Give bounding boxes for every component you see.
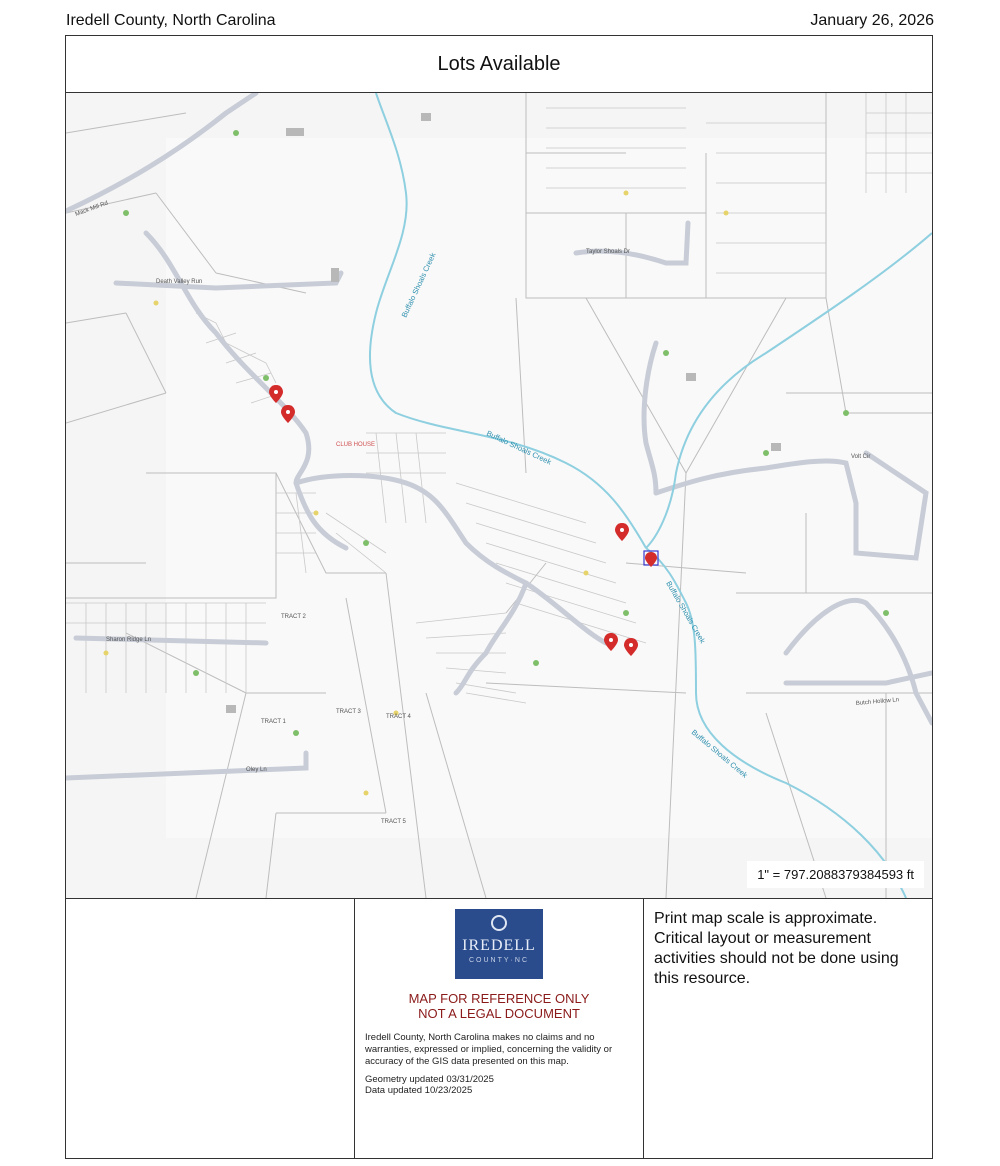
data-updated: Data updated 10/23/2025: [365, 1085, 473, 1096]
map-view[interactable]: [66, 93, 932, 899]
map-canvas[interactable]: [66, 93, 932, 898]
reference-line-1: MAP FOR REFERENCE ONLY: [408, 991, 590, 1006]
scale-note: Print map scale is approximate. Critical layout or measurement activities should not be done using this resource.: [654, 910, 899, 987]
svg-text:TRACT 4: TRACT 4: [386, 714, 411, 720]
geometry-updated: Geometry updated 03/31/2025: [365, 1074, 494, 1085]
footer-blank-cell: [66, 899, 355, 1158]
svg-text:Butch Hollow Ln: Butch Hollow Ln: [855, 697, 900, 707]
svg-text:Buffalo Shoals Creek: Buffalo Shoals Creek: [485, 428, 553, 467]
svg-text:TRACT 1: TRACT 1: [261, 719, 286, 725]
county-name: Iredell County, North Carolina: [66, 12, 276, 29]
svg-text:Death Valley Run: Death Valley Run: [156, 279, 203, 285]
svg-text:Sharon Ridge Ln: Sharon Ridge Ln: [106, 637, 152, 643]
logo-sub: COUNTY·NC: [469, 957, 529, 964]
svg-text:Oley Ln: Oley Ln: [246, 767, 267, 773]
map-title: Lots Available: [66, 36, 932, 93]
iredell-logo: [455, 909, 543, 979]
svg-text:TRACT 5: TRACT 5: [381, 819, 406, 825]
svg-text:Buffalo Shoals Creek: Buffalo Shoals Creek: [664, 579, 708, 645]
seal-icon: [491, 915, 507, 931]
update-dates: [365, 1074, 494, 1096]
svg-text:Buffalo Shoals Creek: Buffalo Shoals Creek: [399, 251, 438, 319]
print-date: January 26, 2026: [810, 12, 934, 29]
map-sheet: [65, 35, 933, 1159]
logo-name: IREDELL: [462, 937, 536, 954]
disclaimer-text: Iredell County, North Carolina makes no claims and no warranties, expressed or implied, concerning the validity or accuracy of the GIS data presented on this map.: [365, 1032, 613, 1067]
svg-text:Mack Mill Rd: Mack Mill Rd: [74, 200, 109, 218]
svg-text:Buffalo Shoals Creek: Buffalo Shoals Creek: [689, 727, 750, 780]
footer: [66, 899, 932, 1158]
svg-text:Volt Cir: Volt Cir: [851, 454, 871, 460]
svg-text:TRACT 2: TRACT 2: [281, 614, 306, 620]
footer-logo-cell: [355, 899, 644, 1158]
reference-notice: [355, 991, 643, 1021]
reference-line-2: NOT A LEGAL DOCUMENT: [418, 1006, 580, 1021]
scale-label: 1" = 797.2088379384593 ft: [747, 861, 924, 888]
svg-text:TRACT 3: TRACT 3: [336, 709, 361, 715]
svg-text:CLUB HOUSE: CLUB HOUSE: [336, 442, 376, 448]
svg-text:Taylor Shoals Dr: Taylor Shoals Dr: [586, 249, 631, 255]
